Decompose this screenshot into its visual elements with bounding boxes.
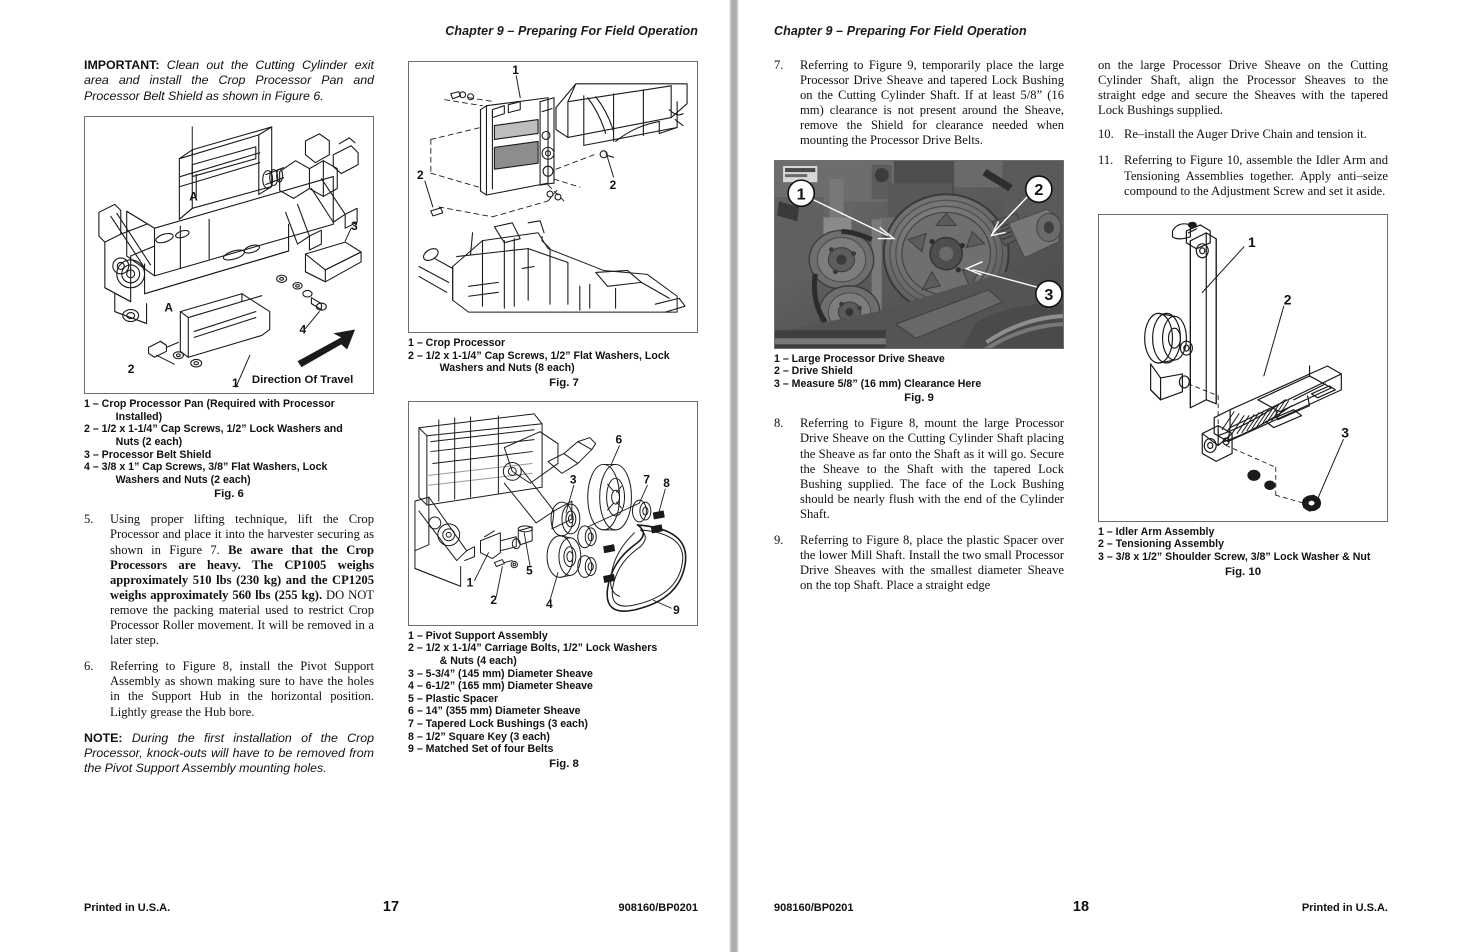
footer-printed-in: Printed in U.S.A.	[84, 902, 171, 914]
fig9-callout-3: 3	[1044, 285, 1054, 304]
page-right-18	[736, 0, 1472, 952]
footer-doc-number: 908160/BP0201	[774, 902, 854, 914]
legend-item: 2 – Tensioning Assembly	[1098, 538, 1224, 551]
right-column-b	[1098, 58, 1388, 590]
fig7-callout-1: 1	[512, 62, 519, 77]
figure-7-caption: Fig. 7	[549, 376, 579, 389]
step-6-text: Referring to Figure 8, install the Pivot Support Assembly as shown making sure to have the holes in the Support Hub in the horizontal position. Lightly grease the Hub bore.	[110, 659, 374, 719]
fig6-direction-of-travel: Direction Of Travel	[251, 374, 354, 387]
left-page-columns	[84, 58, 698, 882]
figure-10-image	[1098, 214, 1388, 522]
fig8-callout-6: 6	[615, 432, 623, 447]
figure-6-image	[84, 116, 374, 394]
legend-item: 5 – Plastic Spacer	[408, 692, 499, 705]
fig8-callout-7: 7	[643, 472, 651, 487]
fig8-callout-8: 8	[663, 476, 670, 491]
step-8	[774, 416, 1064, 522]
book-spine-divider	[729, 0, 739, 952]
footer-doc-number: 908160/BP0201	[618, 902, 698, 914]
figure-6-legend	[84, 398, 374, 486]
legend-item: 6 – 14” (355 mm) Diameter Sheave	[408, 705, 581, 718]
step-5-number: 5.	[84, 512, 94, 527]
fig8-callout-3: 3	[569, 472, 577, 487]
fig6-callout-4: 4	[299, 322, 307, 337]
important-callout	[84, 58, 374, 104]
step-11-text: Referring to Figure 10, assemble the Idler Arm and Tensioning Assemblies together. Apply anti–seize compound to the Adjustment Screw and set it aside.	[1124, 153, 1388, 198]
fig6-callout-3: 3	[351, 219, 358, 234]
fig7-callout-2a: 2	[416, 168, 424, 183]
note-callout	[84, 731, 374, 777]
fig8-callout-5: 5	[526, 563, 533, 578]
step-5-text: Using proper lifting technique, lift the Crop Processor and place it into the harvester securing as shown in Figure 7. Be aware that the Crop Processors are heavy. The CP1005 weighs approximately 510 lbs (230 kg) and the CP1205 weighs approximately 560 lbs (255 kg). DO NOT remove the packing material used to restrict Crop Processor Roller movement. It will be removed in a later step.	[110, 512, 374, 648]
step-5	[84, 512, 374, 648]
figure-7-image	[408, 61, 698, 333]
legend-item: 1 – Idler Arm Assembly	[1098, 525, 1215, 538]
legend-item: 1 – Crop Processor Pan (Required with Processor Installed)	[84, 398, 335, 423]
step-8-text: Referring to Figure 8, mount the large Processor Drive Sheave on the Cutting Cylinder Shaft placing the Sheave as far onto the Shaft as it will go. Secure the Sheave to the Shaft with the tapered Lock Bushing supplied. The face of the Lock Bushing should be nearly flush with the end of the Cylinder Shaft.	[800, 416, 1064, 521]
figure-8-image	[408, 401, 698, 626]
legend-item: 3 – Measure 5/8” (16 mm) Clearance Here	[774, 377, 982, 390]
legend-item: 1 – Crop Processor	[408, 337, 506, 349]
fig6-callout-1: 1	[231, 376, 239, 391]
left-column-b	[408, 58, 698, 782]
step-10-number: 10.	[1098, 127, 1114, 142]
running-head-right: Chapter 9 – Preparing For Field Operation	[774, 24, 1027, 38]
important-text: Clean out the Cutting Cylinder exit area and install the Crop Processor Pan and Processor Belt Shield as shown in Figure 6.	[84, 58, 374, 103]
fig10-callout-1: 1	[1247, 233, 1256, 250]
legend-item: 2 – 1/2 x 1-1/4” Cap Screws, 1/2” Flat Washers, Lock Washers and Nuts (8 each)	[408, 349, 670, 375]
legend-item: 1 – Large Processor Drive Sheave	[774, 352, 945, 365]
step-7-number: 7.	[774, 58, 784, 72]
step-6-number: 6.	[84, 659, 94, 674]
figure-9-caption: Fig. 9	[904, 392, 934, 405]
page-number-18: 18	[1072, 899, 1090, 915]
step-9-number: 9.	[774, 533, 784, 547]
legend-item: 3 – 5-3/4” (145 mm) Diameter Sheave	[408, 667, 593, 680]
legend-item: 2 – Drive Shield	[774, 365, 853, 378]
legend-item: 7 – Tapered Lock Bushings (3 each)	[408, 717, 588, 730]
legend-item: 2 – 1/2 x 1-1/4” Carriage Bolts, 1/2” Lock Washers & Nuts (4 each)	[408, 642, 658, 667]
note-text: During the first installation of the Crop Processor, knock-outs will have to be removed from the Pivot Support Assembly mounting holes.	[84, 730, 374, 776]
fig10-callout-3: 3	[1341, 424, 1350, 441]
fig8-callout-9: 9	[673, 602, 680, 617]
legend-item: 8 – 1/2” Square Key (3 each)	[408, 730, 550, 743]
step-7	[774, 58, 1064, 149]
legend-item: 2 – 1/2 x 1-1/4” Cap Screws, 1/2” Lock Washers and Nuts (2 each)	[84, 423, 343, 448]
fig7-callout-2b: 2	[609, 178, 617, 193]
left-column-a	[84, 58, 374, 789]
fig9-callout-1: 1	[796, 184, 806, 203]
figure-8-caption: Fig. 8	[549, 757, 579, 770]
figure-9-legend	[774, 353, 1064, 391]
step-7-text: Referring to Figure 9, temporarily place the large Processor Drive Sheave and tapered Lock Bushing on the Cutting Cylinder Shaft. If at least 5/8” (16 mm) clearance is not present around the Sheave, remove the Shield for clearance needed when mounting the Processor Drive Belts.	[800, 58, 1064, 148]
legend-item: 3 – Processor Belt Shield	[84, 448, 212, 461]
step-10	[1098, 127, 1388, 142]
page-number-17: 17	[382, 899, 400, 915]
footer-right	[774, 899, 1388, 918]
figure-8-legend	[408, 630, 698, 756]
figure-6-caption: Fig. 6	[214, 488, 244, 501]
step-9-text-part2: on the large Processor Drive Sheave on the Cutting Cylinder Shaft, align the Processor Sheaves to the straight edge and secure the Sheaves with the tapered Lock Bushings supplied.	[1098, 58, 1388, 118]
page-left-17	[0, 0, 736, 952]
figure-7-legend	[408, 337, 698, 375]
legend-item: 3 – 3/8 x 1/2” Shoulder Screw, 3/8” Lock Washer & Nut	[1098, 550, 1371, 563]
step-6	[84, 659, 374, 719]
step-11	[1098, 153, 1388, 198]
right-column-a	[774, 58, 1064, 604]
legend-item: 4 – 3/8 x 1” Cap Screws, 3/8” Flat Washers, Lock Washers and Nuts (2 each)	[84, 461, 328, 486]
fig8-callout-4: 4	[546, 596, 553, 611]
step-11-number: 11.	[1098, 153, 1114, 168]
figure-10-caption: Fig. 10	[1224, 565, 1262, 578]
fig8-callout-2: 2	[490, 592, 498, 607]
fig6-callout-2: 2	[127, 362, 135, 377]
fig6-callout-a2: A	[164, 300, 174, 315]
legend-item: 9 – Matched Set of four Belts	[408, 743, 554, 756]
step-9	[774, 533, 1064, 593]
fig6-callout-a1: A	[189, 189, 198, 204]
legend-item: 1 – Pivot Support Assembly	[408, 629, 548, 642]
fig9-callout-2: 2	[1034, 180, 1044, 199]
legend-item: 4 – 6-1/2” (165 mm) Diameter Sheave	[408, 680, 593, 693]
step-10-text: Re–install the Auger Drive Chain and tension it.	[1124, 127, 1367, 142]
footer-printed-in: Printed in U.S.A.	[1301, 902, 1388, 914]
running-head-left: Chapter 9 – Preparing For Field Operation	[445, 24, 698, 38]
step-9-text-part1: Referring to Figure 8, place the plastic Spacer over the lower Mill Shaft. Install the two small Processor Drive Sheaves with the smallest diameter Sheave on the top Shaft. Place a straight edge	[800, 533, 1064, 593]
right-page-columns	[774, 58, 1388, 882]
fig10-callout-2: 2	[1283, 291, 1292, 308]
note-label: NOTE:	[84, 730, 123, 745]
important-label: IMPORTANT:	[84, 58, 160, 72]
fig8-callout-1: 1	[466, 575, 474, 590]
figure-10-legend	[1098, 526, 1388, 564]
figure-9-photo	[774, 160, 1064, 349]
footer-left	[84, 899, 698, 918]
step-8-number: 8.	[774, 416, 784, 431]
